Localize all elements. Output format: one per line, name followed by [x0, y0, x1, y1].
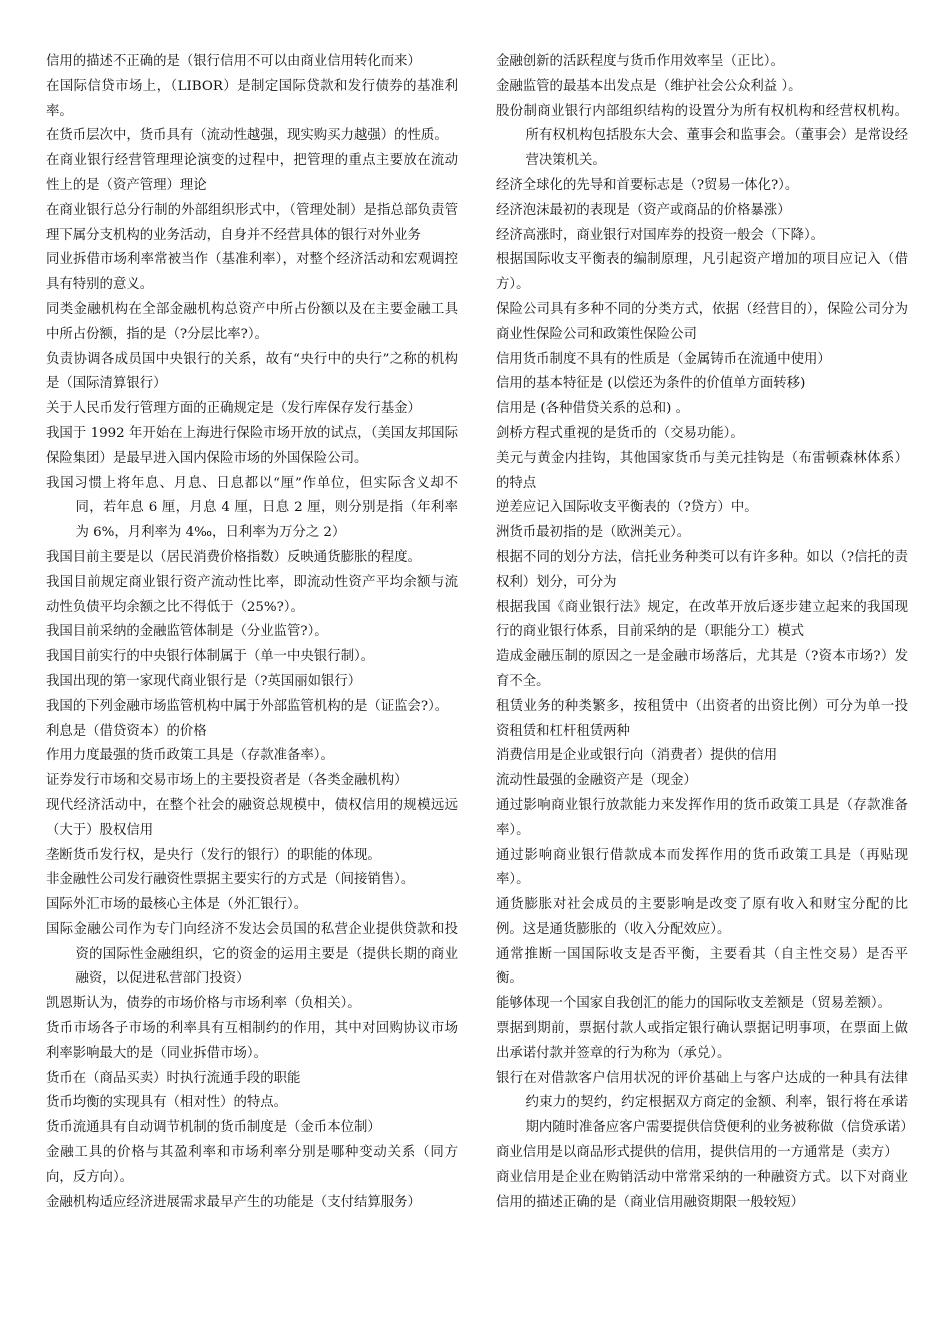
text-entry: 货币市场各子市场的利率具有互相制约的作用，其中对回购协议市场利率影响最大的是（同业拆借市场）。 — [46, 1021, 458, 1061]
text-entry: 金融监管的最基本出发点是（维护社会公众利益 ）。 — [496, 78, 802, 94]
text-entry: 信用的基本特征是 (以偿还为条件的价值单方面转移) — [496, 376, 806, 392]
text-entry: 作用力度最强的货币政策工具是（存款准备率）。 — [46, 748, 334, 764]
right-column — [496, 50, 914, 1215]
text-entry: 同类金融机构在全部金融机构总资产中所占份额以及在主要金融工具中所占份额，指的是（?分层比率?）。 — [46, 301, 458, 342]
text-entry: 我国目前采纳的金融监管体制是（分业监管?）。 — [46, 624, 328, 640]
text-entry: 利息是（借贷资本）的价格 — [46, 723, 207, 739]
text-entry: 股份制商业银行内部组织结构的设置分为所有权机构和经营权机构。所有权机构包括股东大会、董事会和监事会。（董事会）是常设经营决策机关。 — [496, 103, 908, 169]
text-entry: 经济全球化的先导和首要标志是（?贸易一体化?）。 — [496, 177, 799, 193]
text-entry: 在商业银行总分行制的外部组织形式中，（管理处制）是指总部负责管理下属分支机构的业务活动，自身并不经营具体的银行对外业务 — [46, 202, 458, 243]
text-entry: 垄断货币发行权，是央行（发行的银行）的职能的体现。 — [46, 847, 381, 863]
text-entry: 能够体现一个国家自我创汇的能力的国际收支差额是（贸易差额）。 — [496, 996, 892, 1012]
text-entry: 美元与黄金内挂钩，其他国家货币与美元挂钩是（布雷顿森林体系）的特点 — [496, 450, 908, 491]
text-entry: 消费信用是企业或银行向（消费者）提供的信用 — [496, 748, 778, 764]
text-entry: 商业信用是企业在购销活动中常常采纳的一种融资方式。以下对商业信用的描述正确的是（商业信用融资期限一般较短） — [496, 1169, 908, 1210]
text-entry: 国际金融公司作为专门向经济不发达会员国的私营企业提供贷款和投资的国际性金融组织，它的资金的运用主要是（提供长期的商业融资，以促进私营部门投资） — [46, 921, 458, 987]
text-entry: 通货膨胀对社会成员的主要影响是改变了原有收入和财宝分配的比例。这是通货膨胀的（收入分配效应）。 — [496, 897, 908, 937]
text-entry: 通过影响商业银行放款能力来发挥作用的货币政策工具是（存款准备率）。 — [496, 797, 908, 838]
text-entry: 洲货币最初指的是（欧洲美元）。 — [496, 525, 691, 541]
text-entry: 国际外汇市场的最核心主体是（外汇银行）。 — [46, 897, 308, 913]
text-entry: 剑桥方程式重视的是货币的（交易功能）。 — [496, 425, 744, 441]
text-entry: 非金融性公司发行融资性票据主要实行的方式是（间接销售）。 — [46, 872, 415, 888]
text-entry: 在商业银行经营管理理论演变的过程中，把管理的重点主要放在流动性上的是（资产管理）理论 — [46, 153, 458, 193]
text-entry: 我国习惯上将年息、月息、日息都以“厘”作单位，但实际含义却不同，若年息 6 厘，月息 4 厘，日息 2 厘，则分别是指（年利率为 6%，月利率为 4‰，日利率为万分之 2） — [46, 475, 458, 541]
text-entry: 保险公司具有多种不同的分类方式，依据（经营目的），保险公司分为商业性保险公司和政策性保险公司 — [496, 301, 908, 342]
text-entry: 根据国际收支平衡表的编制原理，凡引起资产增加的项目应记入（借方）。 — [496, 252, 908, 293]
text-entry: 通过影响商业银行借款成本而发挥作用的货币政策工具是（再贴现率）。 — [496, 847, 908, 888]
text-entry: 我国目前实行的中央银行体制属于（单一中央银行制）。 — [46, 649, 375, 665]
text-entry: 信用货币制度不具有的性质是（金属铸币在流通中使用） — [496, 351, 831, 367]
text-entry: 票据到期前，票据付款人或指定银行确认票据记明事项，在票面上做出承诺付款并签章的行为称为（承兑）。 — [496, 1021, 908, 1061]
text-entry: 金融创新的活跃程度与货币作用效率呈（正比）。 — [496, 54, 784, 69]
text-entry: 关于人民币发行管理方面的正确规定是（发行库保存发行基金） — [46, 401, 421, 417]
text-entry: 造成金融压制的原因之一是金融市场落后，尤其是（?资本市场?）发育不全。 — [496, 649, 908, 689]
text-entry: 在国际信贷市场上，（LIBOR）是制定国际贷款和发行债券的基准利率。 — [46, 78, 458, 119]
text-entry: 我国目前主要是以（居民消费价格指数）反映通货膨胀的程度。 — [46, 549, 421, 565]
text-entry: 货币流通具有自动调节机制的货币制度是（金币本位制） — [46, 1120, 381, 1136]
left-column — [46, 50, 458, 1215]
text-entry: 通常推断一国国际收支是否平衡，主要看其（自主性交易）是否平衡。 — [496, 946, 908, 987]
text-entry: 经济高涨时，商业银行对国库券的投资一般会（下降）。 — [496, 227, 825, 243]
text-entry: 现代经济活动中，在整个社会的融资总规模中，债权信用的规模远远（大于）股权信用 — [46, 797, 458, 838]
text-entry: 我国出现的第一家现代商业银行是（?英国丽如银行） — [46, 673, 362, 689]
text-entry: 逆差应记入国际收支平衡表的（?贷方）中。 — [496, 500, 758, 516]
text-entry: 流动性最强的金融资产是（现金） — [496, 773, 697, 789]
text-entry: 银行在对借款客户信用状况的评价基础上与客户达成的一种具有法律约束力的契约，约定根据双方商定的金额、利率，银行将在承诺期内随时准备应客户需要提供信贷便利的业务被称做（信贷承诺） — [496, 1070, 914, 1136]
text-entry: 我国目前规定商业银行资产流动性比率，即流动性资产平均余额与流动性负债平均余额之比不得低于（25%?）。 — [46, 574, 458, 615]
text-entry: 租赁业务的种类繁多，按租赁中（出资者的出资比例）可分为单一投资租赁和杠杆租赁两种 — [496, 698, 908, 739]
text-entry: 同业拆借市场利率常被当作（基准利率），对整个经济活动和宏观调控具有特别的意义。 — [46, 252, 458, 293]
text-entry: 我国于 1992 年开始在上海进行保险市场开放的试点，（美国友邦国际保险集团）是最早进入国内保险市场的外国保险公司。 — [46, 425, 458, 466]
text-entry: 商业信用是以商品形式提供的信用，提供信用的一方通常是（卖方） — [496, 1145, 898, 1161]
text-entry: 货币均衡的实现具有（相对性）的特点。 — [46, 1095, 288, 1111]
text-entry: 我国的下列金融市场监管机构中属于外部监管机构的是（证监会?）。 — [46, 698, 449, 714]
text-entry: 在货币层次中，货币具有（流动性越强，现实购买力越强）的性质。 — [46, 128, 448, 144]
text-entry: 经济泡沫最初的表现是（资产或商品的价格暴涨） — [496, 202, 791, 218]
text-entry: 信用的描述不正确的是（银行信用不可以由商业信用转化而来） — [46, 54, 421, 69]
text-entry: 凯恩斯认为，债券的市场价格与市场利率（负相关）。 — [46, 996, 361, 1012]
text-entry: 金融机构适应经济进展需求最早产生的功能是（支付结算服务） — [46, 1194, 421, 1210]
text-entry: 负责协调各成员国中央银行的关系，故有“央行中的央行”之称的机构是（国际清算银行） — [46, 351, 458, 392]
text-entry: 根据不同的划分方法，信托业务种类可以有许多种。如以（?信托的责权利）划分，可分为 — [496, 549, 908, 590]
text-entry: 货币在（商品买卖）时执行流通手段的职能 — [46, 1070, 301, 1086]
text-entry: 金融工具的价格与其盈利率和市场利率分别是哪种变动关系（同方向，反方向）。 — [46, 1145, 458, 1185]
text-entry: 证券发行市场和交易市场上的主要投资者是（各类金融机构） — [46, 773, 408, 789]
text-entry: 信用是 (各种借贷关系的总和) 。 — [496, 401, 690, 417]
text-entry: 根据我国《商业银行法》规定，在改革开放后逐步建立起来的我国现行的商业银行体系，目前采纳的是（职能分工）模式 — [496, 599, 908, 640]
